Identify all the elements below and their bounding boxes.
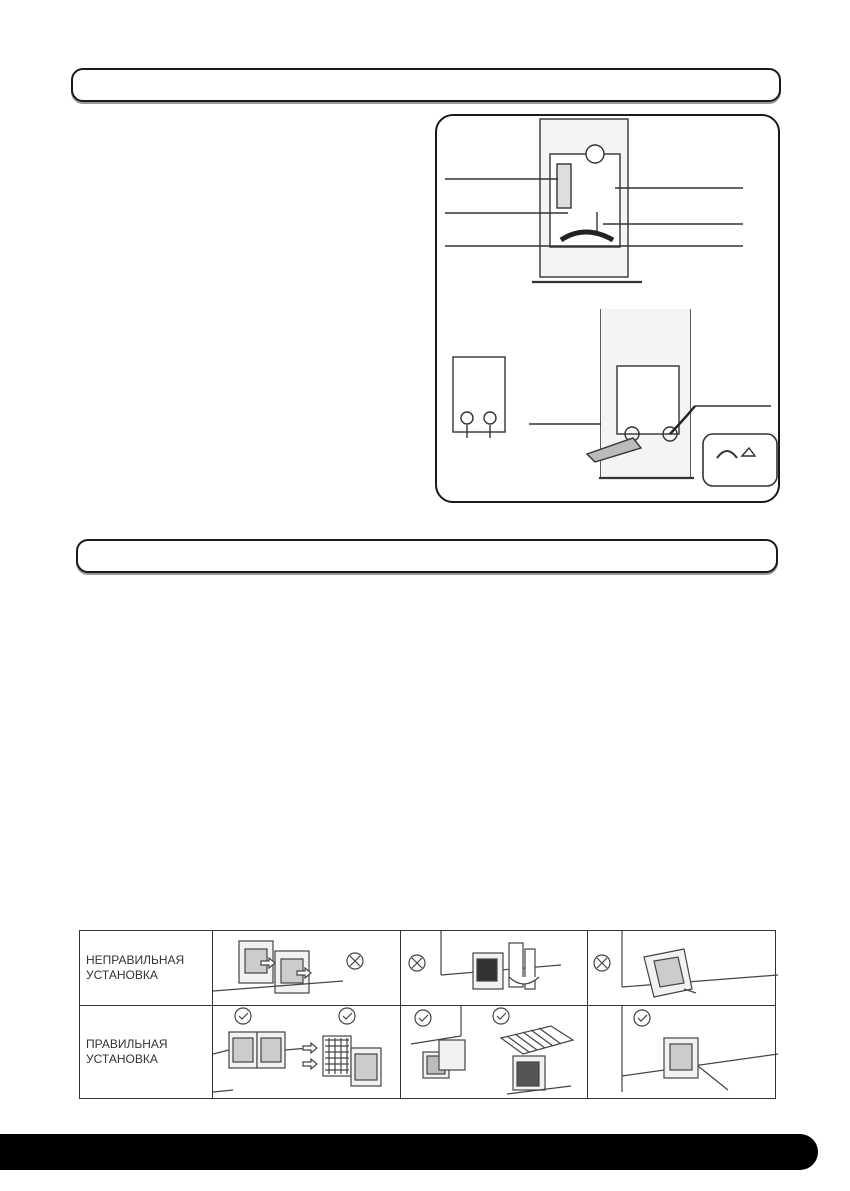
check-circle-icon [339,1008,355,1024]
check-circle-icon [493,1008,509,1024]
wiring-diagram-figure [435,114,780,503]
row-label-line-1: НЕПРАВИЛЬНАЯ [86,953,185,967]
row-label-line-2: УСТАНОВКА [86,968,158,982]
check-circle-icon [415,1010,431,1026]
illustration-unit-in-corner [400,931,588,1006]
illustration-unit-with-canopy [400,1006,588,1099]
check-circle-icon [235,1008,251,1024]
section-header-bar-1 [71,68,781,102]
row-label-line-1: ПРАВИЛЬНАЯ [86,1037,168,1051]
inset-detail [703,434,777,486]
illustration-units-facing [213,931,401,1006]
small-unit [453,357,505,432]
check-circle-icon [634,1010,650,1026]
upper-screw [586,145,604,163]
illustration-unit-tilted [588,931,776,1006]
footer-bar [0,1134,818,1170]
cross-circle-icon [347,953,363,969]
placement-table [79,930,776,1099]
cross-circle-icon [594,955,610,971]
terminal-block [557,164,571,208]
row-label-line-2: УСТАНОВКА [86,1052,158,1066]
illustration-unit-on-wall [588,1006,776,1099]
section-header-bar-2 [76,539,778,573]
row-label-incorrect [80,931,213,1006]
table-row-correct [80,1006,776,1099]
wiring-diagram-svg [437,116,778,501]
row-label-correct [80,1006,213,1099]
illustration-units-side-by-side [213,1006,401,1099]
lower-unit-panel [617,366,679,434]
table-row-incorrect [80,931,776,1006]
cross-circle-icon [409,955,425,971]
